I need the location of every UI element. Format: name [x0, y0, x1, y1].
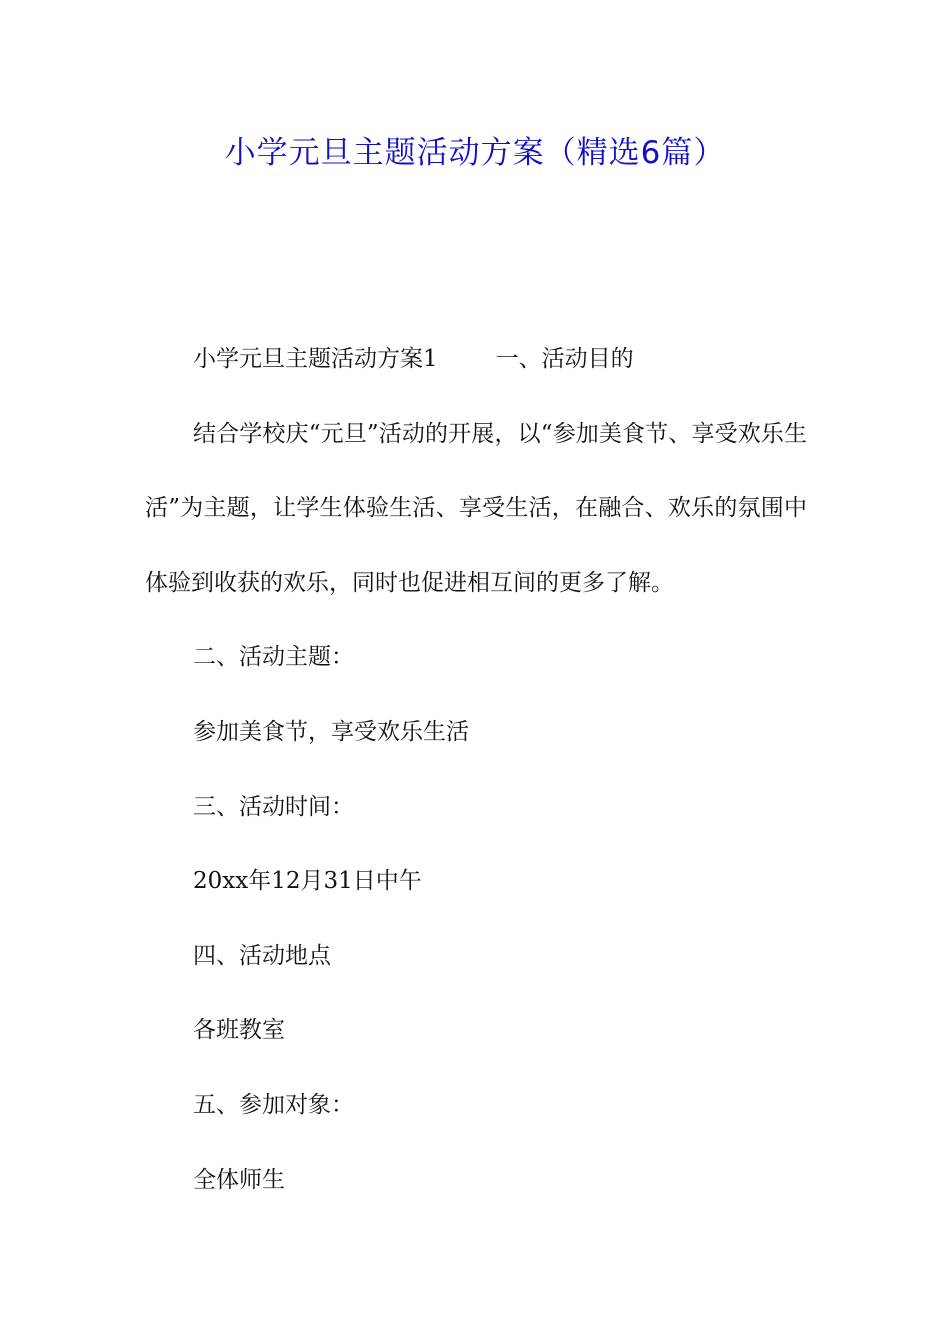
paragraph-location: 各班教室 [193, 1017, 285, 1044]
paragraph-participants: 全体师生 [193, 1166, 285, 1193]
first-line [145, 322, 807, 397]
paragraph-purpose: 结合学校庆“元旦”活动的开展，以“参加美食节、享受欢乐生活”为主题，让学生体验生活、享受生活，在融合、欢乐的氛围中体验到收获的欢乐，同时也促进相互间的更多了解。 [145, 420, 807, 596]
paragraph-theme: 参加美食节，享受欢乐生活 [193, 718, 469, 745]
plan-heading: 小学元旦主题活动方案1 [193, 346, 438, 372]
section-heading-purpose: 一、活动目的 [495, 346, 634, 372]
section-heading-location: 四、活动地点 [193, 942, 331, 969]
section-heading-time: 三、活动时间： [193, 793, 354, 820]
document-body [145, 322, 807, 1217]
section-heading-theme: 二、活动主题： [193, 644, 354, 671]
section-heading-participants: 五、参加对象： [193, 1091, 354, 1118]
paragraph-time: 20xx年12月31日中午 [193, 868, 422, 895]
document-title: 小学元旦主题活动方案（精选6篇） [224, 135, 726, 171]
